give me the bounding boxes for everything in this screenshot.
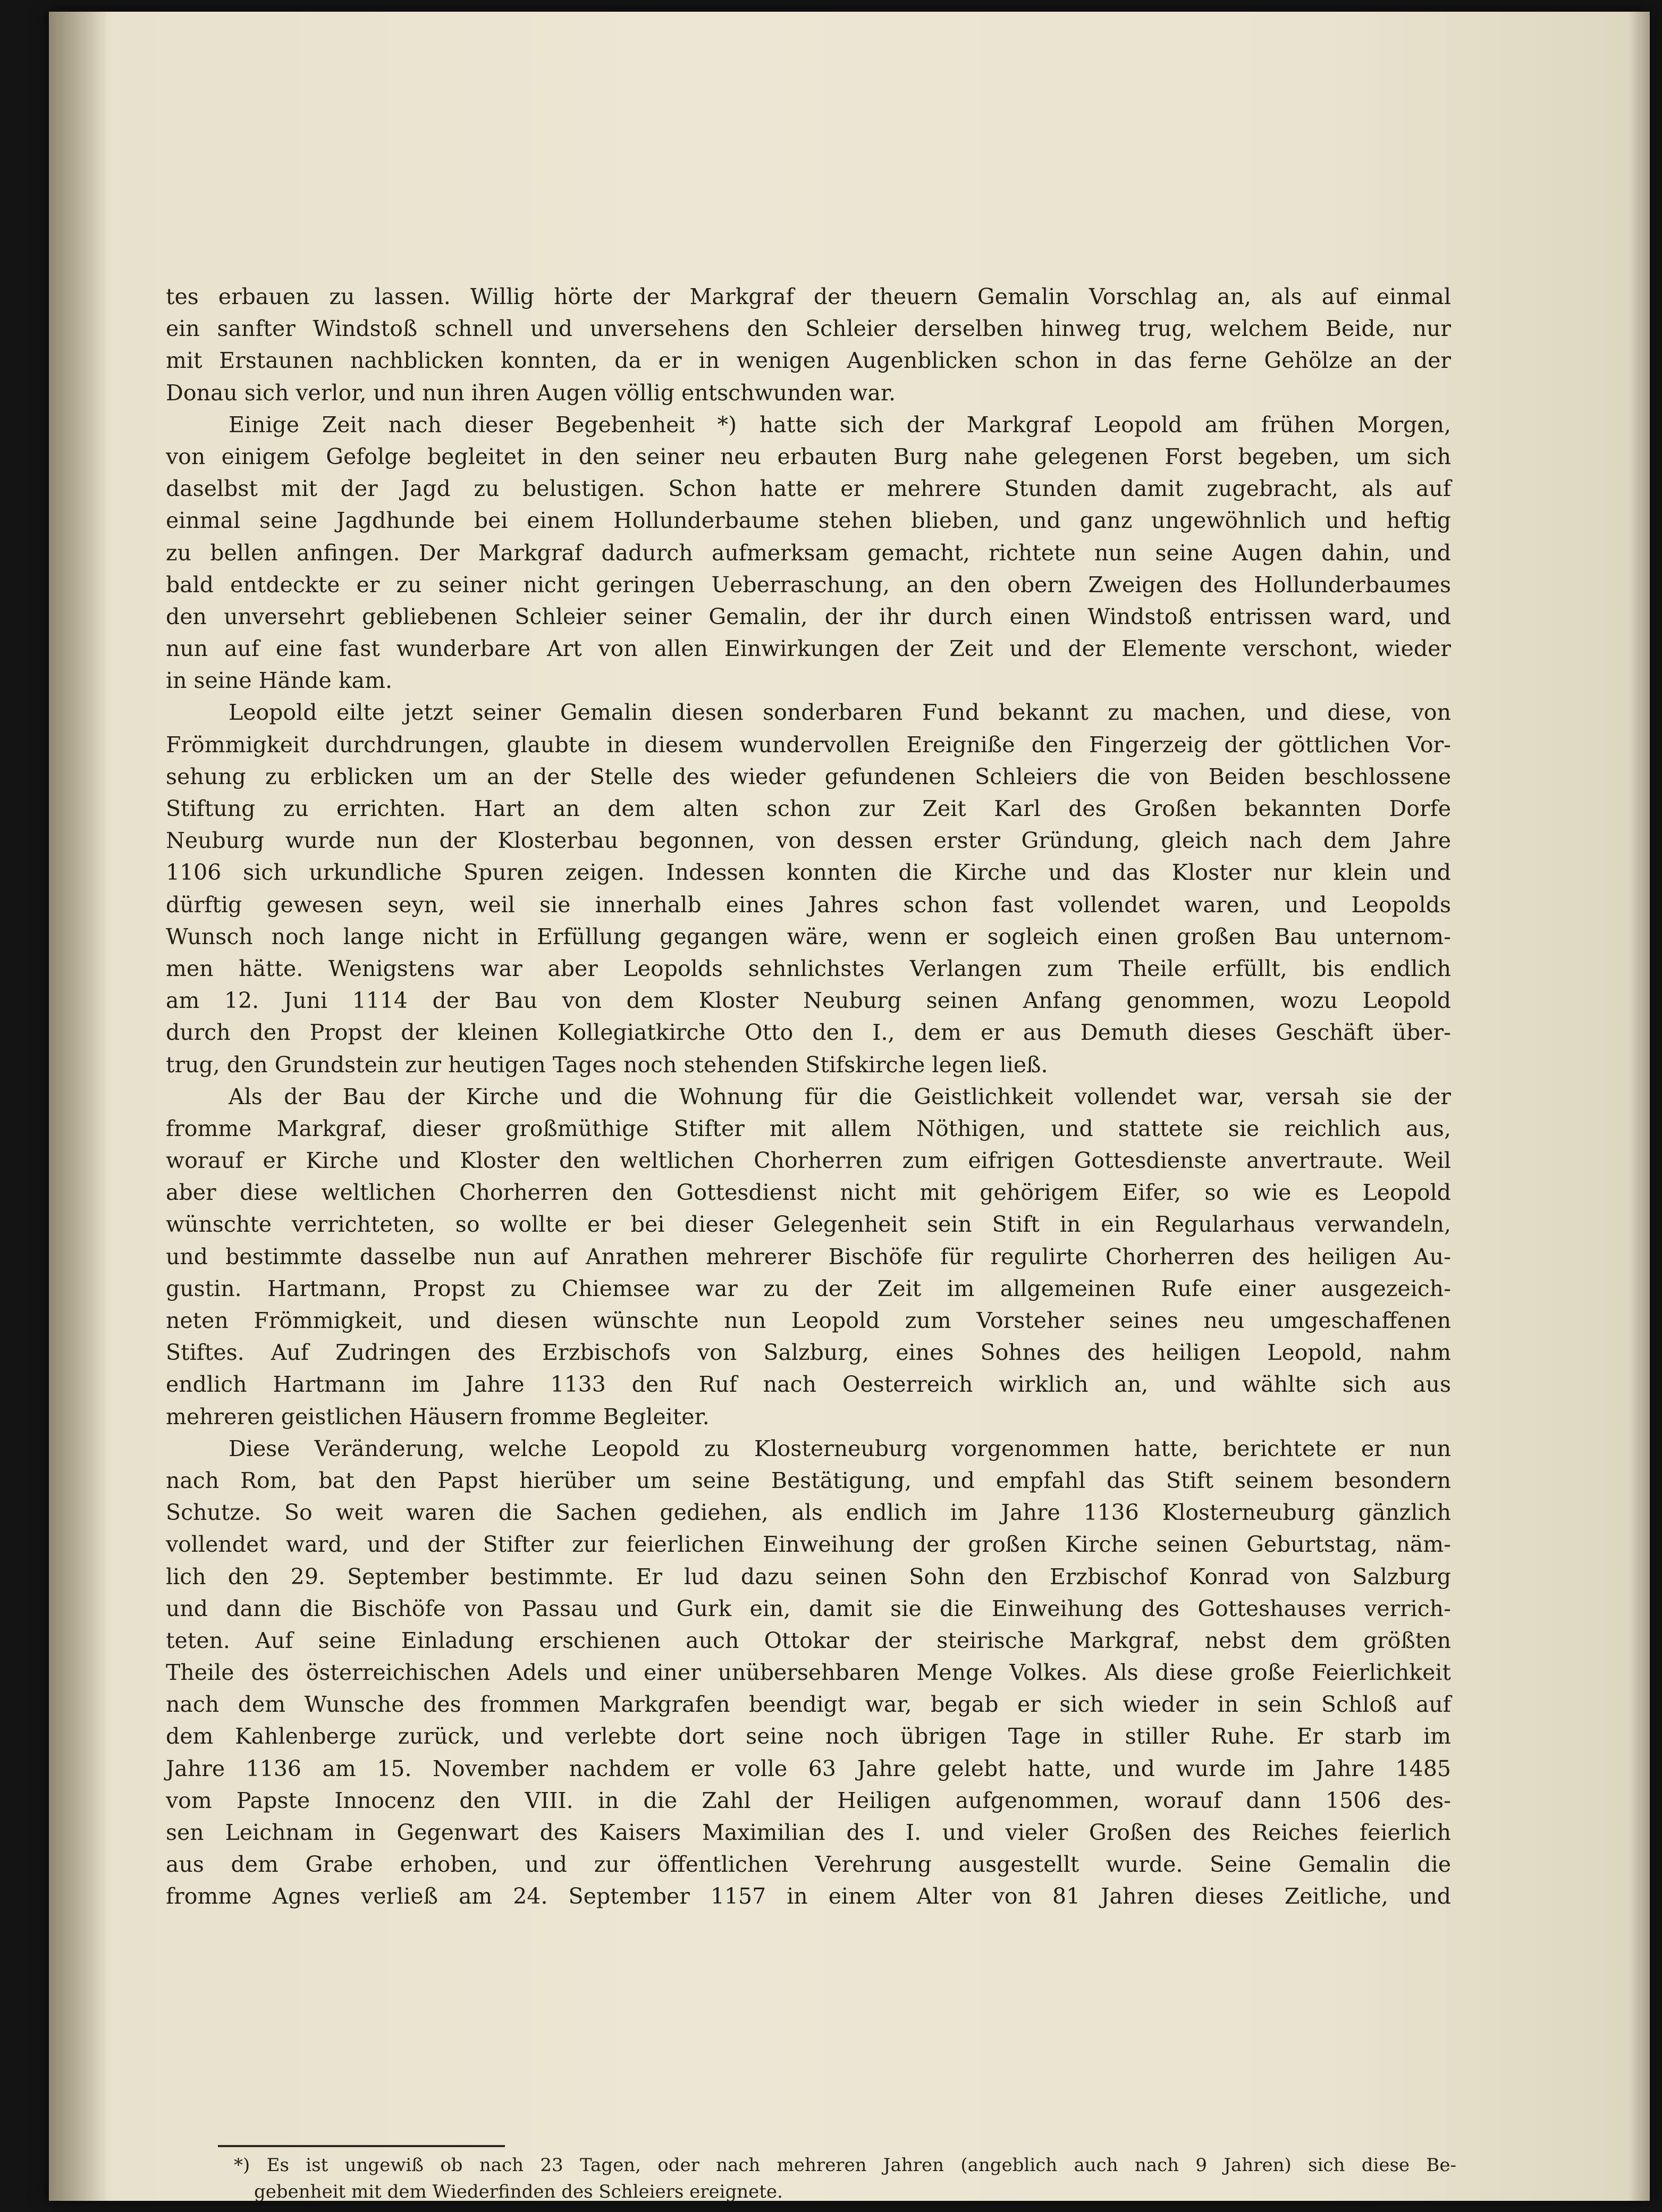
body-line: Theile des österreichischen Adels und einer unübersehbaren Menge Volkes. Als diese große Feierlichkeit	[166, 1660, 1451, 1686]
body-line: sen Leichnam in Gegenwart des Kaisers Maximilian des I. und vieler Großen des Reiches feierlich	[166, 1820, 1451, 1845]
body-line: fromme Agnes verließ am 24. September 1157 in einem Alter von 81 Jahren dieses Zeitliche, und	[166, 1883, 1451, 1910]
body-line: zu bellen anfingen. Der Markgraf dadurch aufmerksam gemacht, richtete nun seine Augen dahin, und	[166, 540, 1451, 566]
body-line: Diese Veränderung, welche Leopold zu Klosterneuburg vorgenommen hatte, berichtete er nun	[229, 1435, 1451, 1461]
body-line: mit Erstaunen nachblicken konnten, da er in wenigen Augenblicken schon in das ferne Gehölze an der	[166, 348, 1451, 374]
body-line: am 12. Juni 1114 der Bau von dem Kloster Neuburg seinen Anfang genommen, wozu Leopold	[166, 988, 1451, 1014]
body-line: durch den Propst der kleinen Kollegiatkirche Otto den I., dem er aus Demuth dieses Geschäft über-	[166, 1020, 1451, 1046]
body-line: men hätte. Wenigstens war aber Leopolds sehnlichstes Verlangen zum Theile erfüllt, bis endlich	[166, 955, 1451, 981]
body-line: neten Frömmigkeit, und diesen wünschte nun Leopold zum Vorsteher seines neu umgeschaffenen	[166, 1308, 1451, 1333]
body-line: einmal seine Jagdhunde bei einem Hollunderbaume stehen blieben, und ganz ungewöhnlich und heftig	[166, 508, 1451, 534]
body-line: Neuburg wurde nun der Klosterbau begonnen, von dessen erster Gründung, gleich nach dem Jahre	[166, 828, 1451, 854]
body-line: Jahre 1136 am 15. November nachdem er volle 63 Jahre gelebt hatte, und wurde im Jahre 1485	[166, 1755, 1451, 1781]
body-line: in seine Hände kam.	[166, 668, 393, 694]
body-line: daselbst mit der Jagd zu belustigen. Schon hatte er mehrere Stunden damit zugebracht, als auf	[166, 476, 1451, 502]
body-line: dürftig gewesen seyn, weil sie innerhalb eines Jahres schon fast vollendet waren, und Leopolds	[166, 891, 1451, 918]
body-line: aus dem Grabe erhoben, und zur öffentlichen Verehrung ausgestellt wurde. Seine Gemalin die	[166, 1852, 1451, 1878]
body-line: dem Kahlenberge zurück, und verlebte dort seine noch übrigen Tage in stiller Ruhe. Er starb im	[166, 1723, 1451, 1750]
body-line: worauf er Kirche und Kloster den weltlichen Chorherren zum eifrigen Gottesdienste anvertraute. Weil	[166, 1148, 1451, 1174]
body-line: lich den 29. September bestimmte. Er lud dazu seinen Sohn den Erzbischof Konrad von Salzburg	[166, 1563, 1451, 1589]
body-line: trug, den Grundstein zur heutigen Tages noch stehenden Stifskirche legen ließ.	[166, 1052, 1048, 1078]
footnote-rule	[218, 2145, 505, 2147]
footnote	[234, 2152, 1456, 2205]
body-line: bald entdeckte er zu seiner nicht geringen Ueberraschung, an den obern Zweigen des Hollunderbaumes	[166, 571, 1451, 598]
body-line: aber diese weltlichen Chorherren den Gottesdienst nicht mit gehörigem Eifer, so wie es Leopold	[166, 1180, 1451, 1206]
body-line: Stiftung zu errichten. Hart an dem alten schon zur Zeit Karl des Großen bekannten Dorfe	[166, 796, 1451, 821]
body-line: nun auf eine fast wunderbare Art von allen Einwirkungen der Zeit und der Elemente verschont, wieder	[166, 636, 1451, 662]
body-line: tes erbauen zu lassen. Willig hörte der Markgraf der theuern Gemalin Vorschlag an, als auf einmal	[166, 284, 1451, 309]
page-gutter-shadow	[49, 12, 107, 2201]
body-line: vom Papste Innocenz den VIII. in die Zahl der Heiligen aufgenommen, worauf dann 1506 des-	[166, 1787, 1451, 1813]
page-edge-shadow	[1629, 12, 1650, 2201]
body-line: wünschte verrichteten, so wollte er bei dieser Gelegenheit sein Stift in ein Regularhaus verwandeln,	[166, 1212, 1451, 1238]
body-line: Leopold eilte jetzt seiner Gemalin diesen sonderbaren Fund bekannt zu machen, und diese, von	[229, 700, 1451, 726]
body-line: gustin. Hartmann, Propst zu Chiemsee war zu der Zeit im allgemeinen Rufe einer ausgezeich-	[166, 1275, 1451, 1301]
body-line: fromme Markgraf, dieser großmüthige Stifter mit allem Nöthigen, und stattete sie reichlich aus,	[166, 1115, 1451, 1141]
body-line: endlich Hartmann im Jahre 1133 den Ruf nach Oesterreich wirklich an, und wählte sich aus	[166, 1372, 1451, 1398]
body-line: mehreren geistlichen Häusern fromme Begleiter.	[166, 1403, 710, 1429]
body-line: Als der Bau der Kirche und die Wohnung für die Geistlichkeit vollendet war, versah sie der	[229, 1083, 1451, 1109]
body-line: ein sanfter Windstoß schnell und unversehens den Schleier derselben hinweg trug, welchem Beide, nur	[166, 316, 1451, 342]
body-line: Donau sich verlor, und nun ihren Augen völlig entschwunden war.	[166, 380, 896, 406]
body-line: teten. Auf seine Einladung erschienen auch Ottokar der steirische Markgraf, nebst dem größten	[166, 1627, 1451, 1653]
body-text	[166, 281, 1451, 1913]
body-line: den unversehrt gebliebenen Schleier seiner Gemalin, der ihr durch einen Windstoß entrissen ward, und	[166, 603, 1451, 629]
body-line: nach Rom, bat den Papst hierüber um seine Bestätigung, und empfahl das Stift seinem besondern	[166, 1467, 1451, 1493]
body-line: Stiftes. Auf Zudringen des Erzbischofs von Salzburg, eines Sohnes des heiligen Leopold, nahm	[166, 1340, 1451, 1366]
body-line: Frömmigkeit durchdrungen, glaubte in diesem wundervollen Ereigniße den Fingerzeig der göttlichen Vor-	[166, 731, 1451, 758]
body-line: vollendet ward, und der Stifter zur feierlichen Einweihung der großen Kirche seinen Geburtstag, näm-	[166, 1532, 1451, 1558]
footnote-line: gebenheit mit dem Wiederfinden des Schleiers ereignete.	[254, 2181, 783, 2202]
body-line: Schutze. So weit waren die Sachen gediehen, als endlich im Jahre 1136 Klosterneuburg gänzlich	[166, 1500, 1451, 1526]
body-line: sehung zu erblicken um an der Stelle des wieder gefundenen Schleiers die von Beiden beschlossene	[166, 763, 1451, 789]
footnote-line: *) Es ist ungewiß ob nach 23 Tagen, oder nach mehreren Jahren (angeblich auch nach 9 Jahren) sich diese Be-	[234, 2155, 1456, 2176]
body-line: nach dem Wunsche des frommen Markgrafen beendigt war, begab er sich wieder in sein Schloß auf	[166, 1692, 1451, 1718]
body-line: von einigem Gefolge begleitet in den seiner neu erbauten Burg nahe gelegenen Forst begeben, um sich	[166, 443, 1451, 469]
body-line: Einige Zeit nach dieser Begebenheit *) hatte sich der Markgraf Leopold am frühen Morgen,	[229, 411, 1451, 438]
body-line: 1106 sich urkundliche Spuren zeigen. Indessen konnten die Kirche und das Kloster nur klein und	[166, 860, 1451, 886]
body-line: Wunsch noch lange nicht in Erfüllung gegangen wäre, wenn er sogleich einen großen Bau unternom-	[166, 923, 1451, 949]
body-line: und dann die Bischöfe von Passau und Gurk ein, damit sie die Einweihung des Gotteshauses verrich-	[166, 1595, 1451, 1621]
body-line: und bestimmte dasselbe nun auf Anrathen mehrerer Bischöfe für regulirte Chorherren des heiligen Au-	[166, 1243, 1451, 1269]
